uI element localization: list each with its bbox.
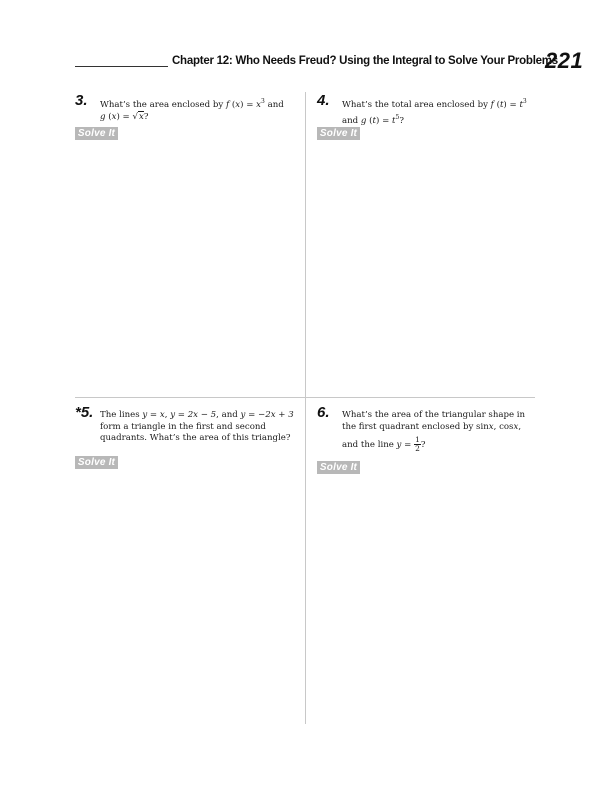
problem-line bbox=[342, 422, 552, 434]
math-var: x bbox=[111, 111, 117, 122]
math-var: t bbox=[392, 115, 396, 126]
vertical-divider bbox=[305, 92, 306, 724]
text-segment: , and bbox=[216, 410, 241, 420]
text-segment: ? bbox=[143, 111, 149, 122]
text-segment: ? bbox=[420, 440, 426, 450]
fraction-numerator: 1 bbox=[415, 435, 420, 444]
text-segment: ) = bbox=[116, 111, 133, 122]
problem-line bbox=[100, 112, 305, 124]
chapter-title: Chapter 12: Who Needs Freud? Using the Integral to Solve Your Problems bbox=[172, 55, 558, 67]
sqrt-symbol: √ bbox=[132, 111, 138, 122]
problem-text bbox=[100, 410, 310, 445]
text-segment: What’s the area enclosed by bbox=[100, 100, 226, 110]
text-segment: ? bbox=[399, 115, 404, 126]
math-func: sin bbox=[476, 421, 489, 432]
fraction-denominator: 2 bbox=[415, 444, 420, 453]
math-var: x bbox=[256, 100, 262, 110]
text-segment: ( bbox=[366, 115, 373, 126]
problem-line bbox=[100, 410, 310, 422]
text-segment: ) = bbox=[375, 115, 393, 126]
problem-text bbox=[100, 96, 305, 123]
problem-number: *5. bbox=[75, 404, 94, 421]
math-var: f bbox=[490, 100, 494, 110]
problem-line: What’s the area of the triangular shape in bbox=[342, 410, 526, 420]
text-segment: and the line bbox=[342, 440, 397, 450]
solve-it-label: Solve It bbox=[75, 127, 118, 140]
problem-line bbox=[100, 96, 305, 112]
problem-line: quadrants. What’s the area of this triangle? bbox=[100, 433, 291, 443]
horizontal-divider bbox=[75, 397, 535, 398]
text-segment: , bbox=[493, 421, 500, 432]
math-var: x bbox=[488, 421, 494, 432]
solve-it-label: Solve It bbox=[317, 127, 360, 140]
problem-line bbox=[342, 436, 552, 453]
math-exponent: 3 bbox=[261, 98, 265, 105]
math-var: f bbox=[225, 100, 230, 110]
math-expression: y = 2x − 5 bbox=[170, 410, 217, 420]
page-number: 221 bbox=[545, 48, 584, 73]
text-segment: the first quadrant enclosed by bbox=[342, 421, 477, 432]
text-segment: The lines bbox=[100, 410, 143, 420]
math-exponent: 3 bbox=[522, 98, 527, 105]
problem-number: 4. bbox=[317, 92, 330, 109]
problem-line bbox=[342, 112, 547, 128]
problem-text bbox=[342, 96, 547, 127]
math-expression: y = x bbox=[142, 410, 165, 420]
math-exponent: 5 bbox=[395, 113, 400, 121]
problem-number: 6. bbox=[317, 404, 330, 421]
solve-it-label: Solve It bbox=[75, 456, 118, 469]
problem-text bbox=[342, 410, 552, 453]
problem-line: form a triangle in the first and second bbox=[100, 421, 266, 432]
math-var: t bbox=[372, 115, 376, 126]
math-var: y bbox=[396, 440, 402, 450]
text-segment: ( bbox=[105, 111, 112, 122]
math-var: x bbox=[138, 111, 144, 122]
problem-line bbox=[342, 96, 547, 112]
text-segment: , bbox=[518, 421, 522, 432]
math-var: t bbox=[499, 100, 504, 110]
header-rule bbox=[75, 66, 168, 67]
text-segment: , bbox=[164, 410, 171, 420]
text-segment: and bbox=[342, 115, 361, 126]
math-var: g bbox=[100, 111, 106, 122]
text-segment: ( bbox=[493, 100, 500, 110]
math-var: t bbox=[519, 100, 523, 110]
fraction bbox=[414, 436, 421, 453]
math-var: x bbox=[513, 421, 519, 432]
math-var: g bbox=[360, 115, 367, 126]
text-segment: What’s the total area enclosed by bbox=[342, 100, 491, 110]
text-segment: ) = bbox=[503, 100, 520, 110]
problem-number: 3. bbox=[75, 92, 88, 109]
solve-it-label: Solve It bbox=[317, 461, 360, 474]
text-segment: and bbox=[264, 100, 284, 110]
text-segment: ) = bbox=[240, 100, 257, 110]
text-segment: ( bbox=[229, 100, 236, 110]
math-func: cos bbox=[499, 421, 514, 432]
math-var: x bbox=[235, 100, 241, 110]
text-segment: = bbox=[401, 440, 415, 450]
math-expression: y = −2x + 3 bbox=[240, 410, 294, 420]
